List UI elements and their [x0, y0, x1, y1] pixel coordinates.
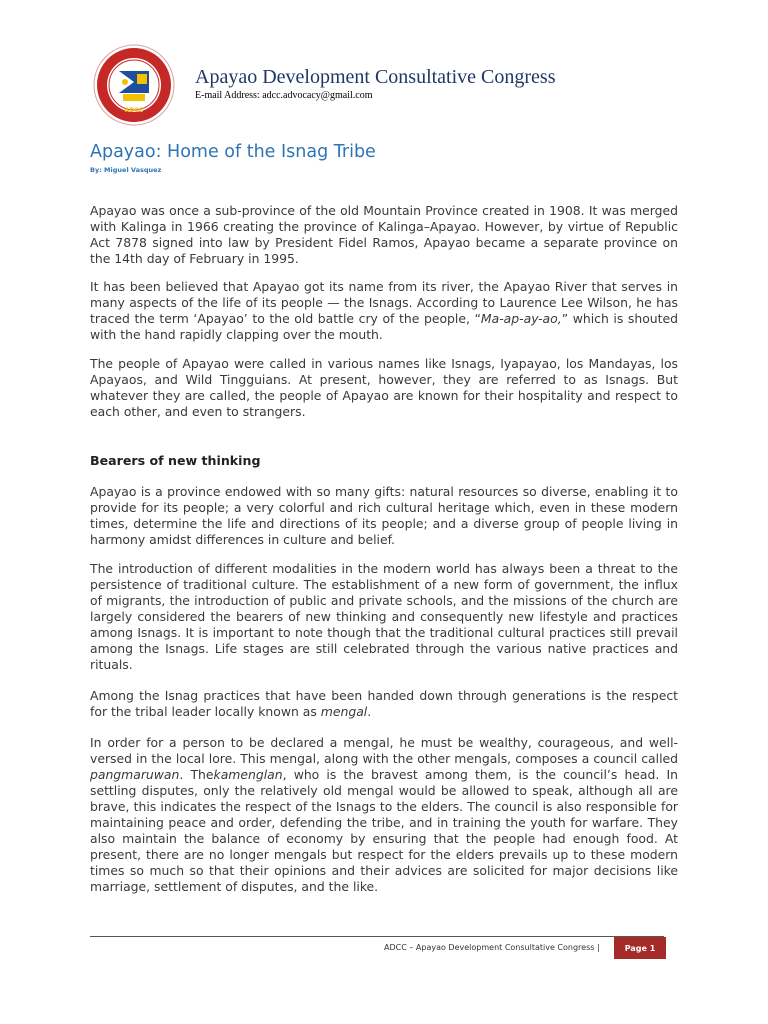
- paragraph-5: The introduction of different modalities in the modern world has always been a threat to the persistence of traditional culture. The establishment of a new form of government, the influx of migrants, the introduction of public and private schools, and the missions of the church are largely considered the bearers of new thinking and consequently new lifestyle and practices among Isnags. It is important to note though that the traditional cultural practices still prevail among the Isnags. Life stages are still celebrated through the various native practices and rituals.: [90, 561, 678, 672]
- paragraph-3: The people of Apayao were called in various names like Isnags, Iyapayao, los Mandayas, los Apayaos, and Wild Tingguians. At present, however, they are referred to as Isnags. But whatever they are called, the people of Apayao are known for their hospitality and respect to each other, and even to strangers.: [90, 356, 678, 419]
- paragraph-6: Among the Isnag practices that have been handed down through generations is the respect for the tribal leader locally known as mengal.: [90, 688, 678, 719]
- section-heading: Bearers of new thinking: [90, 453, 261, 468]
- article-title: Apayao: Home of the Isnag Tribe: [90, 142, 376, 162]
- adcc-seal-logo: [93, 44, 175, 126]
- page-number-badge: Page 1: [614, 937, 666, 959]
- footer-text: ADCC – Apayao Development Consultative Congress |: [384, 943, 600, 952]
- footer-divider: [90, 936, 664, 937]
- article-byline: By: Miguel Vasquez: [90, 166, 162, 174]
- paragraph-4: Apayao is a province endowed with so many gifts: natural resources so diverse, enabling it to provide for its people; a very colorful and rich cultural heritage which, even in these modern times, determine the life and directions of its people; and a diverse group of people living in harmony amidst differences in culture and belief.: [90, 484, 678, 547]
- organization-name: Apayao Development Consultative Congress: [195, 66, 556, 88]
- svg-text:ADCC: ADCC: [124, 107, 144, 114]
- organization-email: E-mail Address: adcc.advocacy@gmail.com: [195, 90, 373, 101]
- paragraph-1: Apayao was once a sub-province of the old Mountain Province created in 1908. It was merged with Kalinga in 1966 creating the province of Kalinga–Apayao. However, by virtue of Republic Act 7878 signed into law by President Fidel Ramos, Apayao became a separate province on the 14th day of February in 1995.: [90, 203, 678, 266]
- paragraph-7: In order for a person to be declared a mengal, he must be wealthy, courageous, and well-versed in the local lore. This mengal, along with the other mengals, composes a council called pangmaruwan. Thekamenglan, who is the bravest among them, is the council’s head. In settling disputes, only the relatively old mengal would be allowed to speak, although all are brave, this indicates the respect of the Isnags to the elders. The council is also responsible for maintaining peace and order, defending the tribe, and in training the youth for warfare. They also maintain the balance of economy by ensuring that the people had enough food. At present, there are no longer mengals but respect for the elders prevails up to these modern times so much so that their opinions and their advices are solicited for major decisions like marriage, settlement of disputes, and the like.: [90, 735, 678, 894]
- paragraph-2: It has been believed that Apayao got its name from its river, the Apayao River that serves in many aspects of the life of its people — the Isnags. According to Laurence Lee Wilson, he has traced the term ‘Apayao’ to the old battle cry of the people, “Ma-ap-ay-ao,” which is shouted with the hand rapidly clapping over the mouth.: [90, 279, 678, 342]
